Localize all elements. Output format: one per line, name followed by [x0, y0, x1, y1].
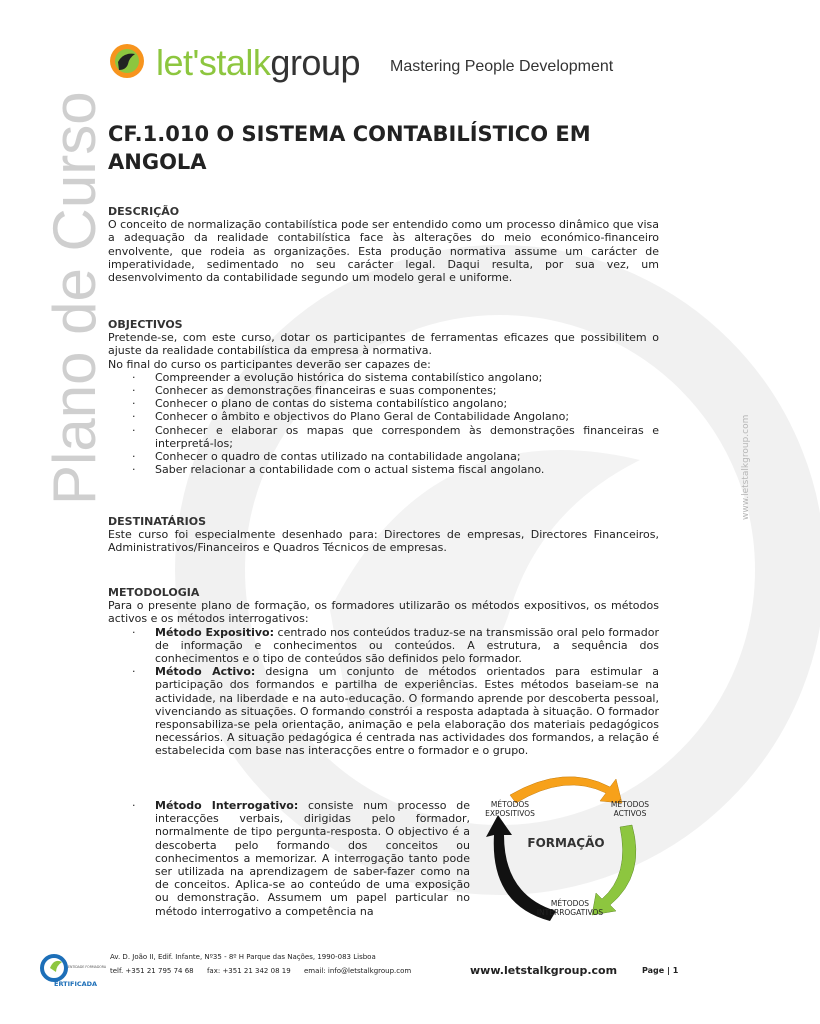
footer-contacts: telf. +351 21 795 74 68 fax: +351 21 342 08 19 email: info@letstalkgroup.com: [110, 967, 412, 975]
footer-url[interactable]: www.letstalkgroup.com: [470, 964, 618, 977]
section-objectivos: [108, 318, 659, 476]
diagram-exp-label-2: EXPOSITIVOS: [485, 809, 535, 818]
objectivos-list: [108, 371, 659, 477]
descricao-heading: DESCRIÇÃO: [108, 205, 180, 218]
list-item: · Método Expositivo: centrado nos conteúdos traduz-se na transmissão oral pelo formador de informação e conhecimentos ou conteúdos. A estrutura, a sequência dos conhecimentos e o tipo de conteúdos são definidos pelo formador.: [132, 625, 659, 666]
objectivos-intro: Pretende-se, com este curso, dotar os participantes de ferramentas eficazes que possibilitem o ajuste da realidade contabilística da empresa à normativa.: [108, 331, 659, 358]
descricao-text: O conceito de normalização contabilística pode ser entendido como um processo dinâmico que visa a adequação da realidade contabilística face às alterações do meio económico-financeiro envolvente, que rodeia as organizações. Esta produção normativa assume um carácter de imperatividade, sedimentado no seu carácter legal. Daqui resulta, por sua vez, um desenvolvimento da contabilidade segundo um modelo geral e uniforme.: [108, 218, 659, 285]
diagram-act-label-1: MÉTODOS: [610, 800, 650, 809]
destinatarios-heading: DESTINATÁRIOS: [108, 515, 207, 528]
list-item: · Conhecer o quadro de contas utilizado na contabilidade angolana;: [132, 450, 521, 464]
metodologia-list: [108, 626, 659, 758]
diagram-act-label-2: ACTIVOS: [613, 809, 647, 818]
objectivos-heading: OBJECTIVOS: [108, 318, 183, 331]
section-metodologia-cont: [108, 799, 470, 918]
list-item: · Conhecer e elaborar os mapas que correspondem às demonstrações financeiras e interpretá-los;: [132, 423, 659, 450]
section-descricao: [108, 205, 659, 284]
brand-logo-icon: [108, 42, 146, 80]
brand-name: [156, 42, 360, 84]
destinatarios-text: Este curso foi especialmente desenhado para: Directores de empresas, Directores Financeiros, Administrativos/Financeiros e Quadros Técnicos de empresas.: [108, 528, 659, 555]
list-item: · Método Activo: designa um conjunto de métodos orientados para estimular a participação dos formandos e partilha de experiências. Estes métodos baseiam-se na actividade, na liberdade e na auto-educação. O formando aprende por descoberta pessoal, vivenciando as situações. O formando constrói a resposta adaptada à situação. O formador responsabiliza-se pela orientação, animação e pela elaboração dos materiais pedagógicos necessários. A situação pedagógica é centrada nas actividades dos formandos, a relação é estabelecida com base nas interacções entre o formador e o grupo.: [132, 665, 660, 758]
tagline: Mastering People Development: [390, 58, 614, 75]
list-item: · Compreender a evolução histórica do sistema contabilístico angolano;: [132, 370, 543, 384]
brand-part1: let'stalk: [156, 42, 271, 83]
list-item: · Método Interrogativo: consiste num processo de interacções verbais, dirigidas pelo formador, normalmente de tipo pergunta-resposta. O objectivo é a descoberta pelo formando dos conceitos ou conhecimentos a memorizar. A interrogação tanto pode ser utilizada na aprendizagem de saber-fazer como na de conceitos. Aplica-se ao conteúdo de uma exposição ou demonstração. Assumem um papel particular no método interrogativo a competência na: [132, 799, 471, 918]
diagram-int-label-2: INTERROGATIVOS: [536, 908, 604, 917]
footer-address: Av. D. João II, Edif. Infante, Nº35 - 8º H Parque das Nações, 1990-083 Lisboa: [110, 953, 376, 961]
section-metodologia: [108, 586, 659, 758]
certification-logo: [40, 948, 107, 988]
metodologia-heading: METODOLOGIA: [108, 586, 200, 599]
brand-part2: group: [270, 42, 360, 83]
side-url: www.letstalkgroup.com: [741, 414, 751, 520]
metodologia-intro: Para o presente plano de formação, os formadores utilizarão os métodos expositivos, os métodos activos e os métodos interrogativos:: [108, 599, 659, 626]
page-title: CF.1.010 O SISTEMA CONTABILÍSTICO EM ANGOLA: [108, 122, 591, 174]
page-number: Page | 1: [642, 966, 679, 975]
black-arrow: [486, 815, 556, 921]
footer-contact: [110, 950, 411, 978]
section-destinatarios: [108, 515, 659, 555]
objectivos-intro2: No final do curso os participantes deverão ser capazes de:: [108, 357, 431, 371]
list-item: · Conhecer o âmbito e objectivos do Plano Geral de Contabilidade Angolano;: [132, 410, 570, 424]
list-item: · Saber relacionar a contabilidade com o actual sistema fiscal angolano.: [132, 463, 545, 477]
list-item: · Conhecer o plano de contas do sistema contabilístico angolano;: [132, 397, 508, 411]
methods-cycle-diagram: [470, 765, 660, 935]
diagram-exp-label-1: MÉTODOS: [490, 800, 530, 809]
diagram-center-label: FORMAÇÃO: [527, 836, 605, 850]
diagram-int-label-1: MÉTODOS: [550, 899, 590, 908]
header: [108, 40, 648, 88]
side-title: Plano de Curso: [41, 91, 108, 505]
cert-text: ENTIDADE FORMADORA: [68, 965, 107, 969]
cert-word: ERTIFICADA: [54, 980, 98, 988]
list-item: · Conhecer as demonstrações financeiras e suas componentes;: [132, 384, 497, 398]
